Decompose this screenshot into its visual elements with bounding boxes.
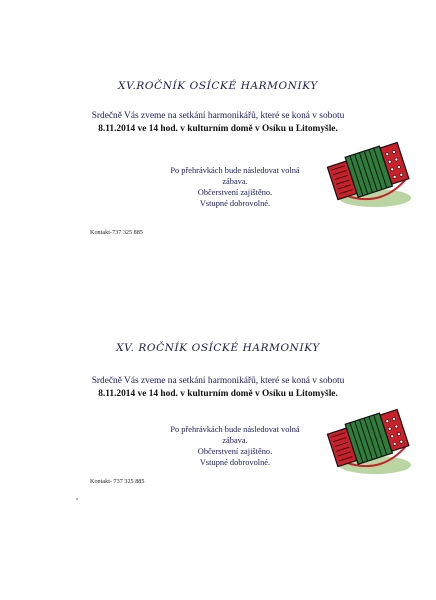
info-line: Po přehrávkách bude následovat volná zábava.	[170, 166, 300, 186]
accordion-icon	[325, 405, 417, 477]
invitation-line: Srdečně Vás zveme na setkání harmonikářů, které se koná v sobotu	[91, 376, 345, 386]
info-line: Občerstvení zajištěno.	[197, 447, 273, 456]
flyer-top	[0, 0, 436, 290]
contact-phone: Kontakt-737 325 885	[90, 229, 143, 236]
flyer-bottom	[0, 278, 436, 568]
flyer-title: XV. ROČNÍK OSÍCKÉ HARMONIKY	[116, 342, 320, 354]
flyer-title: XV.ROČNÍK OSÍCKÉ HARMONIKY	[118, 80, 318, 92]
info-line: Vstupné dobrovolné.	[199, 458, 271, 467]
scan-speck	[76, 498, 78, 500]
accordion-icon	[325, 138, 417, 210]
info-line: Občerstvení zajištěno.	[197, 188, 273, 197]
invitation-text	[0, 110, 436, 136]
event-info	[165, 165, 305, 209]
contact-phone: Kontakt- 737 325 885	[90, 478, 145, 485]
event-date-location: 8.11.2014 ve 14 hod. v kulturním domě v Osíku u Litomyšle.	[98, 124, 338, 134]
event-date-location: 8.11.2014 ve 14 hod. v kulturním domě v Osíku u Litomyšle.	[98, 389, 338, 399]
invitation-text	[0, 375, 436, 401]
invitation-line: Srdečně Vás zveme na setkání harmonikářů, které se koná v sobotu	[91, 111, 345, 121]
info-line: Vstupné dobrovolné.	[199, 199, 271, 208]
event-info	[165, 424, 305, 468]
info-line: Po přehrávkách bude následovat volná zábava.	[170, 425, 300, 445]
